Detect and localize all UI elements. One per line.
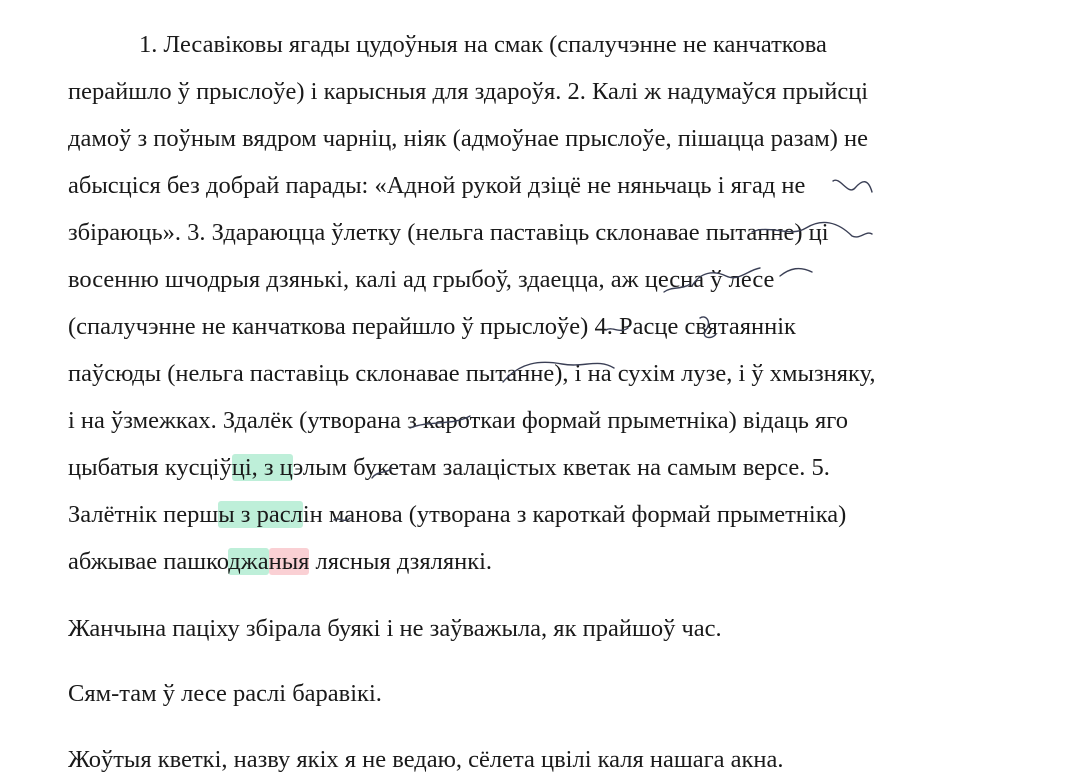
paragraph-line: абысціся без добрай парады: «Адной рукой дзіцё не няньчаць і ягад не bbox=[68, 172, 806, 199]
pink-highlight: ныя bbox=[268, 548, 310, 575]
paragraph-line bbox=[68, 547, 492, 577]
paragraph-line: і на ўзмежках. Здалёк (утворана з кароткаи формай прыметніка) відаць яго bbox=[68, 407, 848, 434]
paragraph-line bbox=[68, 500, 846, 530]
text-run: элым букетам залацістых кветак на самым версе. 5. bbox=[292, 454, 830, 481]
paragraph-line: (спалучэнне не канчаткова перайшло ў прыслоўе) 4. Расце святаяннік bbox=[68, 313, 796, 340]
text-run: цыбатыя кусціў bbox=[68, 454, 232, 481]
paragraph-line: паўсюды (нельга паставіць склонавае пытанне), і на сухім лузе, і ў хмызняку, bbox=[68, 360, 876, 387]
paragraph-line: восенню шчодрыя дзянькі, калі ад грыбоў, здаецца, аж цесна ў лесе bbox=[68, 266, 775, 293]
paragraph-line bbox=[68, 453, 830, 483]
text-run: абжывае пашко bbox=[68, 548, 229, 575]
example-sentence: Жоўтыя кветкі, назву якіх я не ведаю, сёлета цвілі каля нашага акна. bbox=[68, 746, 784, 773]
example-sentence: Жанчына пацiху збірала буякі і не заўважыла, як прайшоў час. bbox=[68, 615, 722, 642]
green-highlight: ы з расл bbox=[218, 501, 303, 528]
text-run: Залётнік перш bbox=[68, 501, 219, 528]
ink-stroke bbox=[780, 269, 812, 276]
green-highlight: ці, з ц bbox=[231, 454, 293, 481]
paragraph-line: дамоў з поўным вядром чарніц, ніяк (адмоўнае прыслоўе, пішацца разам) не bbox=[68, 125, 869, 152]
example-sentence: Сям-там ў лесе раслі баравікі. bbox=[68, 680, 382, 707]
paragraph-line: збіраюць». 3. Здараюцца ўлетку (нельга паставіць склонавае пытанне) ці bbox=[68, 219, 829, 246]
ink-stroke bbox=[833, 180, 872, 192]
paragraph-line: перайшло ў прыслоўе) і карысныя для здароўя. 2. Калі ж надумаўся прыйсці bbox=[68, 78, 869, 105]
green-highlight: джа bbox=[228, 548, 269, 575]
text-run: лясныя дзялянкі. bbox=[309, 548, 493, 575]
text-run: ін манова (утворана з кароткай формай прыметніка) bbox=[302, 501, 847, 528]
paragraph-line: 1. Лесавіковы ягады цудоўныя на смак (спалучэнне не канчаткова bbox=[139, 31, 827, 58]
